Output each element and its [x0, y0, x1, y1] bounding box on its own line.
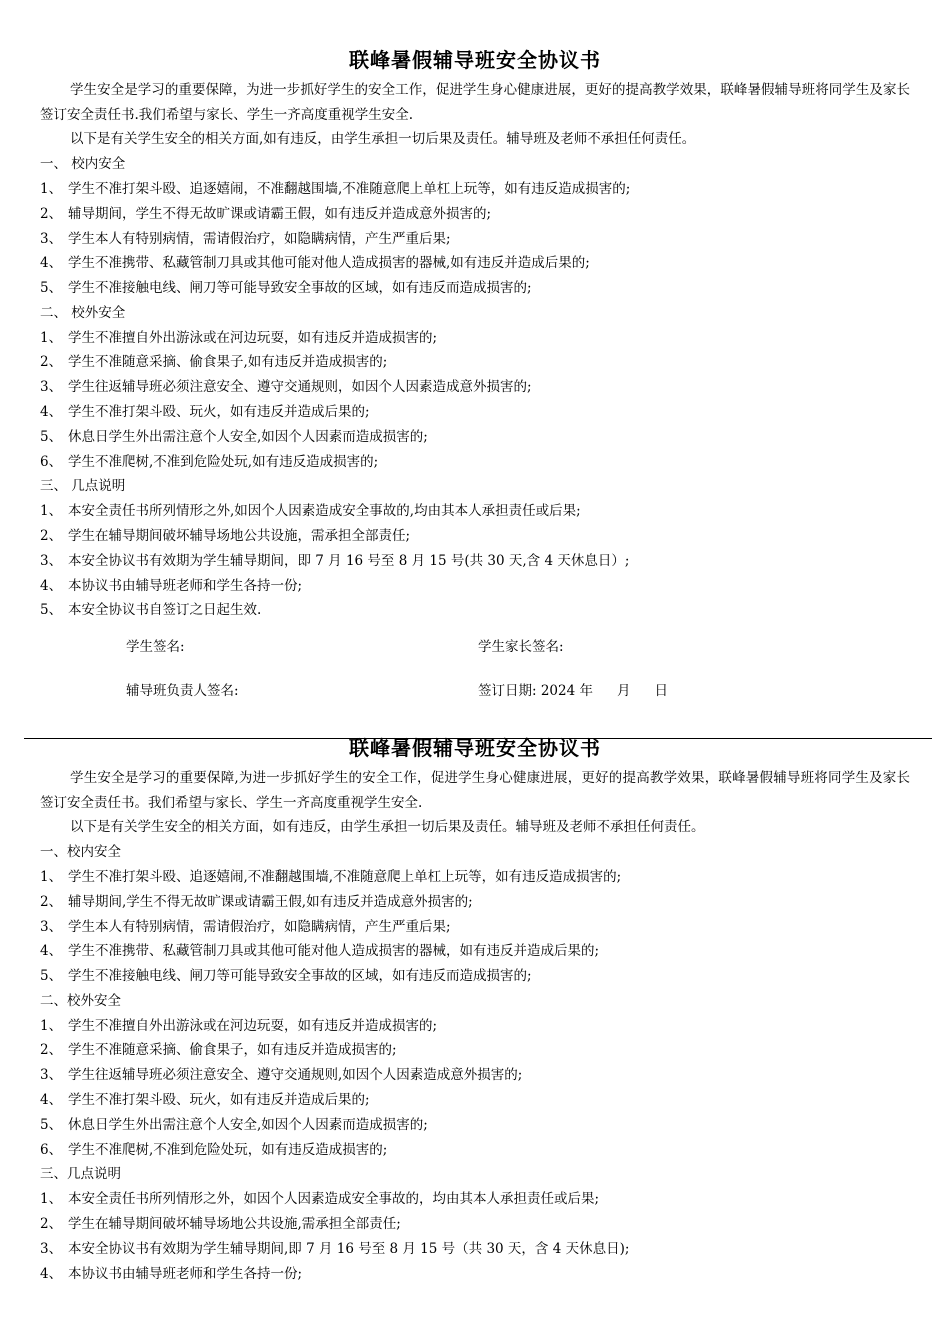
document-title: 联峰暑假辅导班安全协议书	[349, 48, 601, 72]
item-number: 4、	[40, 1265, 63, 1282]
item-text: 本协议书由辅导班老师和学生各持一份;	[68, 577, 303, 594]
list-item	[40, 400, 910, 425]
item-text: 学生不准接触电线、闸刀等可能导致安全事故的区域，如有违反而造成损害的;	[68, 280, 532, 297]
item-text: 学生不准随意采摘、偷食果子，如有违反并造成损害的;	[68, 1042, 397, 1059]
item-text: 学生不准打架斗殴、追逐嬉闹,不准翻越围墙,不准随意爬上单杠上玩等，如有违反造成损害的;	[68, 868, 622, 885]
list-item	[40, 1262, 910, 1287]
document-title: 联峰暑假辅导班安全协议书	[349, 736, 601, 760]
item-number: 5、	[40, 428, 63, 445]
item-number: 2、	[40, 1216, 63, 1233]
list-item	[40, 375, 910, 400]
item-number: 3、	[40, 1067, 63, 1084]
list-item	[40, 276, 910, 301]
section-heading-notes: 三、 几点说明	[40, 478, 126, 495]
list-item	[40, 1113, 910, 1138]
list-item	[40, 251, 910, 276]
item-number: 6、	[40, 453, 63, 470]
item-number: 2、	[40, 1042, 63, 1059]
list-item	[40, 939, 910, 964]
intro-paragraph-2: 以下是有关学生安全的相关方面,如有违反，由学生承担一切后果及责任。辅导班及老师不承担任何责任。	[70, 131, 696, 148]
section-heading-campus: 一、 校内安全	[40, 156, 126, 173]
list-item	[40, 1212, 910, 1237]
list-item	[40, 915, 910, 940]
item-number: 4、	[40, 1092, 63, 1109]
item-text: 学生不准携带、私藏管制刀具或其他可能对他人造成损害的器械,如有违反并造成后果的;	[68, 255, 590, 272]
item-text: 学生本人有特别病情，需请假治疗，如隐瞒病情，产生严重后果;	[68, 230, 451, 247]
item-number: 4、	[40, 255, 63, 272]
parent-signature-label: 学生家长签名:	[478, 639, 564, 656]
item-text: 本协议书由辅导班老师和学生各持一份;	[68, 1265, 303, 1282]
list-item	[40, 1187, 910, 1212]
item-number: 3、	[40, 918, 63, 935]
section-heading-offcampus: 二、校外安全	[40, 992, 121, 1009]
item-text: 学生不准携带、私藏管制刀具或其他可能对他人造成损害的器械，如有违反并造成后果的;	[68, 943, 600, 960]
agreement-copy-1	[40, 46, 910, 719]
item-text: 学生不准随意采摘、偷食果子,如有违反并造成损害的;	[68, 354, 388, 371]
item-text: 学生不准接触电线、闸刀等可能导致安全事故的区域，如有违反而造成损害的;	[68, 968, 532, 985]
list-item	[40, 1014, 910, 1039]
item-number: 4、	[40, 577, 63, 594]
item-number: 5、	[40, 280, 63, 297]
list-item	[40, 177, 910, 202]
item-number: 1、	[40, 1191, 63, 1208]
item-number: 3、	[40, 552, 63, 569]
head-signature-label: 辅导班负责人签名:	[126, 683, 239, 700]
item-number: 2、	[40, 893, 63, 910]
list-item	[40, 865, 910, 890]
item-number: 4、	[40, 943, 63, 960]
item-number: 5、	[40, 1116, 63, 1133]
item-number: 5、	[40, 602, 63, 619]
list-item	[40, 326, 910, 351]
item-text: 本安全责任书所列情形之外,如因个人因素造成安全事故的,均由其本人承担责任或后果;	[68, 503, 581, 520]
list-item	[40, 425, 910, 450]
item-number: 1、	[40, 180, 63, 197]
item-text: 本安全协议书有效期为学生辅导期间，即 7 月 16 号至 8 月 15 号(共 30 天,含 4 天休息日）;	[68, 552, 630, 569]
item-text: 休息日学生外出需注意个人安全,如因个人因素而造成损害的;	[68, 1116, 428, 1133]
item-text: 辅导期间,学生不得无故旷课或请霸王假,如有违反并造成意外损害的;	[68, 893, 473, 910]
item-number: 1、	[40, 329, 63, 346]
signature-block	[40, 629, 910, 719]
item-number: 3、	[40, 230, 63, 247]
item-number: 6、	[40, 1141, 63, 1158]
sign-date-day: 日	[654, 683, 668, 700]
sign-date-year: 签订日期: 2024 年	[478, 683, 593, 700]
list-item	[40, 1237, 910, 1262]
section-heading-notes: 三、几点说明	[40, 1166, 121, 1183]
list-item	[40, 499, 910, 524]
item-text: 学生在辅导期间破坏辅导场地公共设施，需承担全部责任;	[68, 528, 411, 545]
item-text: 学生不准打架斗殴、玩火，如有违反并造成后果的;	[68, 1092, 370, 1109]
student-signature-label: 学生签名:	[126, 639, 185, 656]
agreement-copy-2	[40, 734, 910, 1286]
section-heading-campus: 一、校内安全	[40, 844, 121, 861]
intro-paragraph: 学生安全是学习的重要保障,为进一步抓好学生的安全工作，促进学生身心健康进展，更好的提高教学效果，联峰暑假辅导班将同学生及家长签订安全责任书。我们希望与家长、学生一齐高度重视学生安全.	[40, 770, 910, 811]
item-text: 学生在辅导期间破坏辅导场地公共设施,需承担全部责任;	[68, 1216, 401, 1233]
item-number: 3、	[40, 379, 63, 396]
intro-paragraph-2: 以下是有关学生安全的相关方面，如有违反，由学生承担一切后果及责任。辅导班及老师不承担任何责任。	[70, 819, 705, 836]
intro-paragraph: 学生安全是学习的重要保障，为进一步抓好学生的安全工作，促进学生身心健康进展，更好的提高教学效果，联峰暑假辅导班将同学生及家长签订安全责任书.我们希望与家长、学生一齐高度重视学生安全.	[40, 82, 910, 123]
item-number: 1、	[40, 868, 63, 885]
item-text: 学生不准爬树,不准到危险处玩,如有违反造成损害的;	[68, 453, 379, 470]
list-item	[40, 1138, 910, 1163]
item-text: 休息日学生外出需注意个人安全,如因个人因素而造成损害的;	[68, 428, 428, 445]
item-text: 学生不准打架斗殴、追逐嬉闹，不准翻越围墙,不准随意爬上单杠上玩等，如有违反造成损害的;	[68, 180, 631, 197]
item-text: 本安全协议书有效期为学生辅导期间,即 7 月 16 号至 8 月 15 号（共 30 天，含 4 天休息日);	[68, 1240, 630, 1257]
list-item	[40, 227, 910, 252]
list-item	[40, 890, 910, 915]
section-heading-offcampus: 二、 校外安全	[40, 304, 126, 321]
list-item	[40, 1038, 910, 1063]
list-item	[40, 350, 910, 375]
item-text: 学生不准爬树,不准到危险处玩，如有违反造成损害的;	[68, 1141, 388, 1158]
item-text: 学生本人有特别病情，需请假治疗，如隐瞒病情，产生严重后果;	[68, 918, 451, 935]
item-text: 学生不准擅自外出游泳或在河边玩耍，如有违反并造成损害的;	[68, 1017, 438, 1034]
item-text: 辅导期间，学生不得无故旷课或请霸王假，如有违反并造成意外损害的;	[68, 205, 492, 222]
item-number: 1、	[40, 503, 63, 520]
list-item	[40, 450, 910, 475]
item-number: 2、	[40, 528, 63, 545]
item-number: 2、	[40, 354, 63, 371]
item-number: 1、	[40, 1017, 63, 1034]
list-item	[40, 202, 910, 227]
sign-date-month: 月	[617, 683, 631, 700]
list-item	[40, 1088, 910, 1113]
item-text: 学生不准擅自外出游泳或在河边玩耍，如有违反并造成损害的;	[68, 329, 438, 346]
list-item	[40, 574, 910, 599]
list-item	[40, 1063, 910, 1088]
item-number: 3、	[40, 1240, 63, 1257]
item-text: 本安全责任书所列情形之外，如因个人因素造成安全事故的，均由其本人承担责任或后果;	[68, 1191, 600, 1208]
list-item	[40, 549, 910, 574]
item-text: 学生往返辅导班必须注意安全、遵守交通规则,如因个人因素造成意外损害的;	[68, 1067, 523, 1084]
item-number: 5、	[40, 968, 63, 985]
list-item	[40, 598, 910, 623]
item-number: 2、	[40, 205, 63, 222]
list-item	[40, 524, 910, 549]
item-number: 4、	[40, 404, 63, 421]
sign-date	[478, 679, 668, 703]
item-text: 本安全协议书自签订之日起生效.	[68, 602, 262, 619]
item-text: 学生不准打架斗殴、玩火，如有违反并造成后果的;	[68, 404, 370, 421]
item-text: 学生往返辅导班必须注意安全、遵守交通规则，如因个人因素造成意外损害的;	[68, 379, 532, 396]
list-item	[40, 964, 910, 989]
